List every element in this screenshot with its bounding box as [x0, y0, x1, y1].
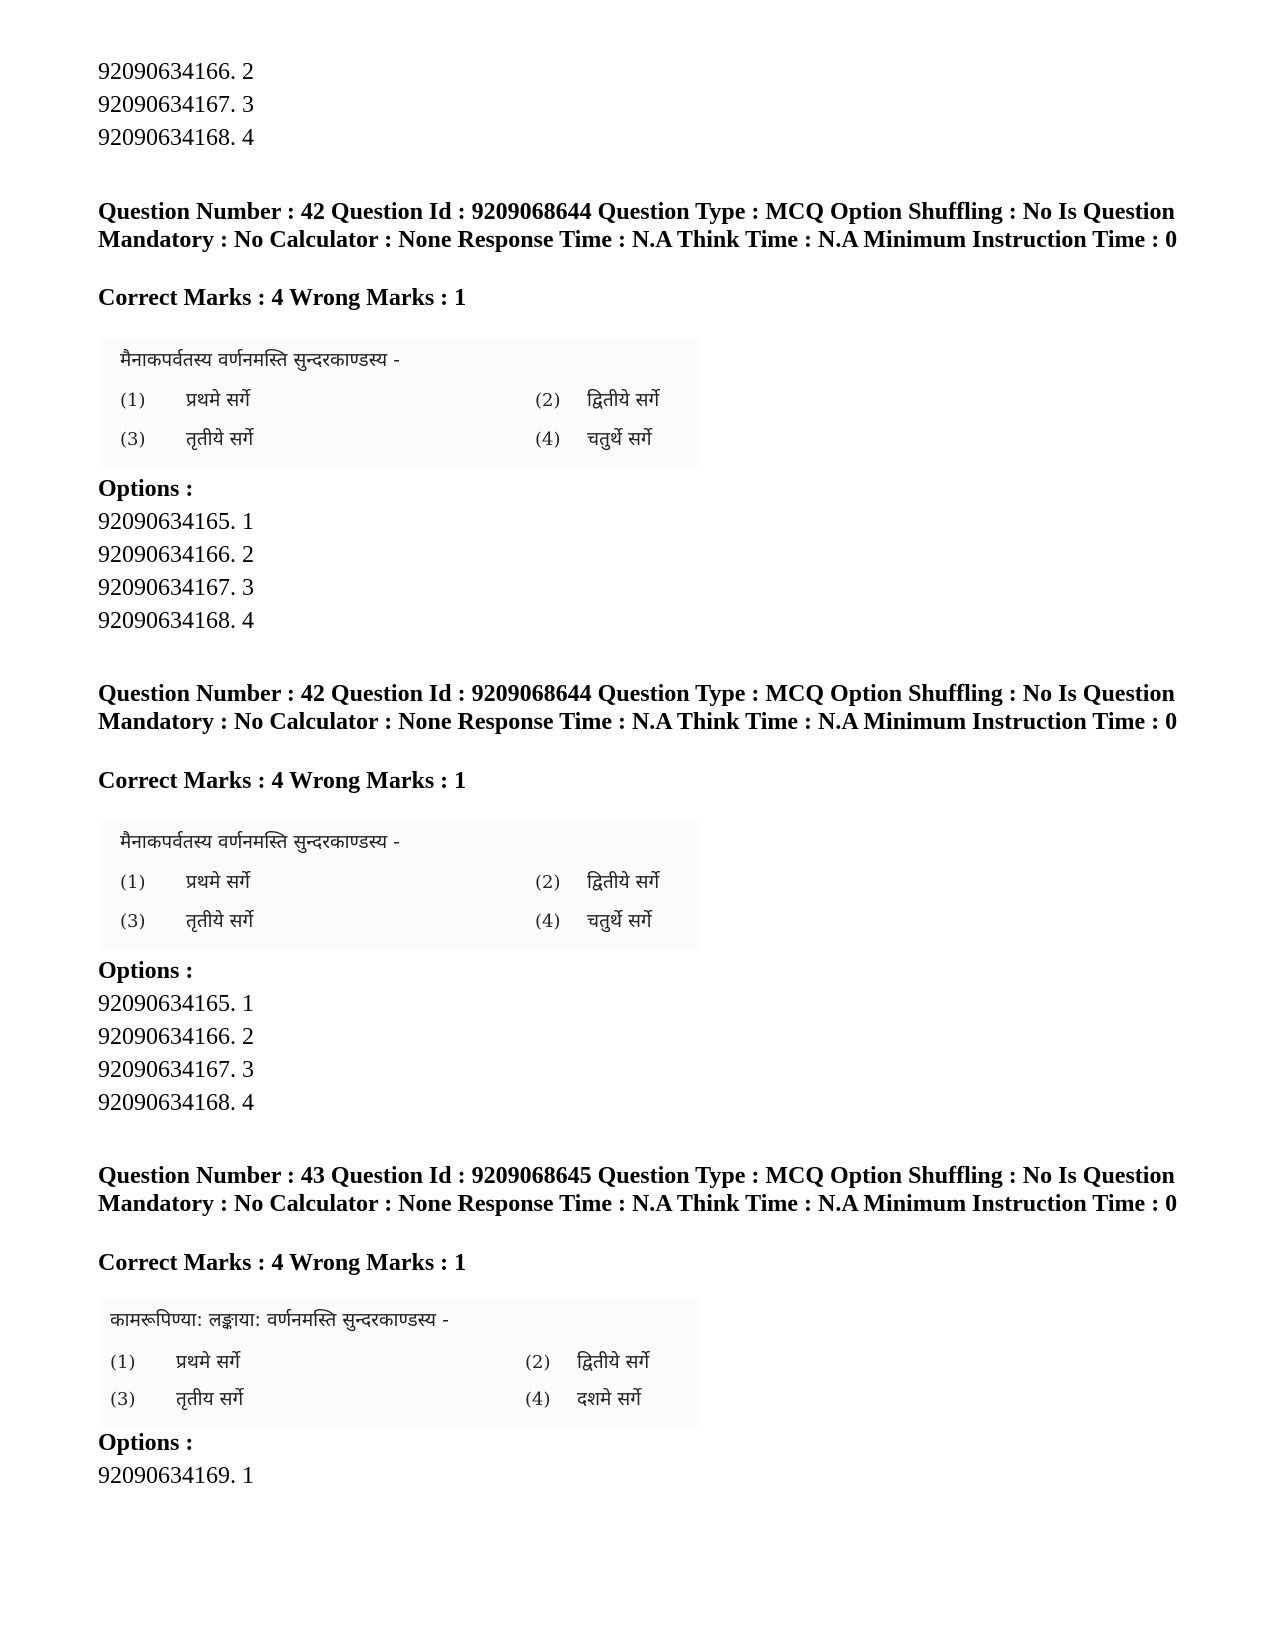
- option-line: 92090634166. 2: [98, 59, 254, 85]
- choice-text: तृतीये सर्गे: [186, 910, 254, 932]
- question-choice: [535, 386, 659, 412]
- marks-line: Correct Marks : 4 Wrong Marks : 1: [98, 1250, 467, 1276]
- choice-number: (2): [535, 390, 561, 411]
- question-choice: [535, 907, 652, 933]
- question-stem: कामरूपिण्या: लङ्काया: वर्णनमस्ति सुन्दरकाण्डस्य -: [110, 1309, 449, 1331]
- question-stem: मैनाकपर्वतस्य वर्णनमस्ति सुन्दरकाण्डस्य -: [120, 831, 401, 853]
- question-stem: मैनाकपर्वतस्य वर्णनमस्ति सुन्दरकाण्डस्य -: [120, 349, 401, 371]
- choice-number: (2): [535, 872, 561, 893]
- choice-text: चतुर्थे सर्गे: [587, 910, 652, 932]
- question-choice: [120, 907, 253, 933]
- option-line: 92090634168. 4: [98, 1090, 254, 1116]
- question-choice: [535, 425, 652, 451]
- choice-number: (3): [110, 1389, 136, 1410]
- choice-number: (4): [535, 429, 561, 450]
- choice-number: (4): [525, 1389, 551, 1410]
- question-header: Question Number : 42 Question Id : 9209068644 Question Type : MCQ Option Shuffling : No Is Question Mandatory : No Calculator : None Response Time : N.A Think Time : N.A Minimum Instruction Time : 0: [98, 681, 1178, 735]
- option-line: 92090634167. 3: [98, 575, 254, 601]
- option-line: 92090634167. 3: [98, 1057, 254, 1083]
- choice-number: (3): [120, 429, 146, 450]
- question-header: Question Number : 42 Question Id : 9209068644 Question Type : MCQ Option Shuffling : No Is Question Mandatory : No Calculator : None Response Time : N.A Think Time : N.A Minimum Instruction Time : 0: [98, 199, 1178, 253]
- choice-text: तृतीये सर्गे: [186, 428, 254, 450]
- choice-text: द्वितीये सर्गे: [587, 389, 660, 411]
- question-image: [100, 1298, 700, 1428]
- question-choice: [110, 1385, 243, 1411]
- option-line: 92090634166. 2: [98, 1024, 254, 1050]
- choice-number: (1): [110, 1352, 136, 1373]
- question-image: [100, 820, 700, 950]
- choice-text: प्रथमे सर्गे: [186, 389, 250, 411]
- marks-line: Correct Marks : 4 Wrong Marks : 1: [98, 285, 467, 311]
- option-line: 92090634166. 2: [98, 542, 254, 568]
- options-label: Options :: [98, 476, 194, 502]
- question-header: Question Number : 43 Question Id : 9209068645 Question Type : MCQ Option Shuffling : No Is Question Mandatory : No Calculator : None Response Time : N.A Think Time : N.A Minimum Instruction Time : 0: [98, 1163, 1178, 1217]
- option-line: 92090634165. 1: [98, 509, 254, 535]
- question-choice: [120, 425, 253, 451]
- question-choice: [525, 1385, 641, 1411]
- option-line: 92090634165. 1: [98, 991, 254, 1017]
- choice-number: (1): [120, 390, 146, 411]
- option-line: 92090634168. 4: [98, 125, 254, 151]
- choice-text: तृतीय सर्गे: [176, 1388, 244, 1410]
- choice-text: दशमे सर्गे: [577, 1388, 641, 1410]
- options-label: Options :: [98, 958, 194, 984]
- option-line: 92090634169. 1: [98, 1463, 254, 1489]
- question-choice: [110, 1348, 240, 1374]
- choice-text: द्वितीये सर्गे: [587, 871, 660, 893]
- question-choice: [525, 1348, 649, 1374]
- choice-number: (2): [525, 1352, 551, 1373]
- option-line: 92090634167. 3: [98, 92, 254, 118]
- question-image: [100, 338, 700, 468]
- choice-text: प्रथमे सर्गे: [186, 871, 250, 893]
- choice-number: (3): [120, 911, 146, 932]
- choice-number: (4): [535, 911, 561, 932]
- choice-text: द्वितीये सर्गे: [577, 1351, 650, 1373]
- choice-text: चतुर्थे सर्गे: [587, 428, 652, 450]
- question-choice: [120, 868, 250, 894]
- options-label: Options :: [98, 1430, 194, 1456]
- choice-text: प्रथमे सर्गे: [176, 1351, 240, 1373]
- choice-number: (1): [120, 872, 146, 893]
- question-choice: [535, 868, 659, 894]
- question-choice: [120, 386, 250, 412]
- option-line: 92090634168. 4: [98, 608, 254, 634]
- marks-line: Correct Marks : 4 Wrong Marks : 1: [98, 768, 467, 794]
